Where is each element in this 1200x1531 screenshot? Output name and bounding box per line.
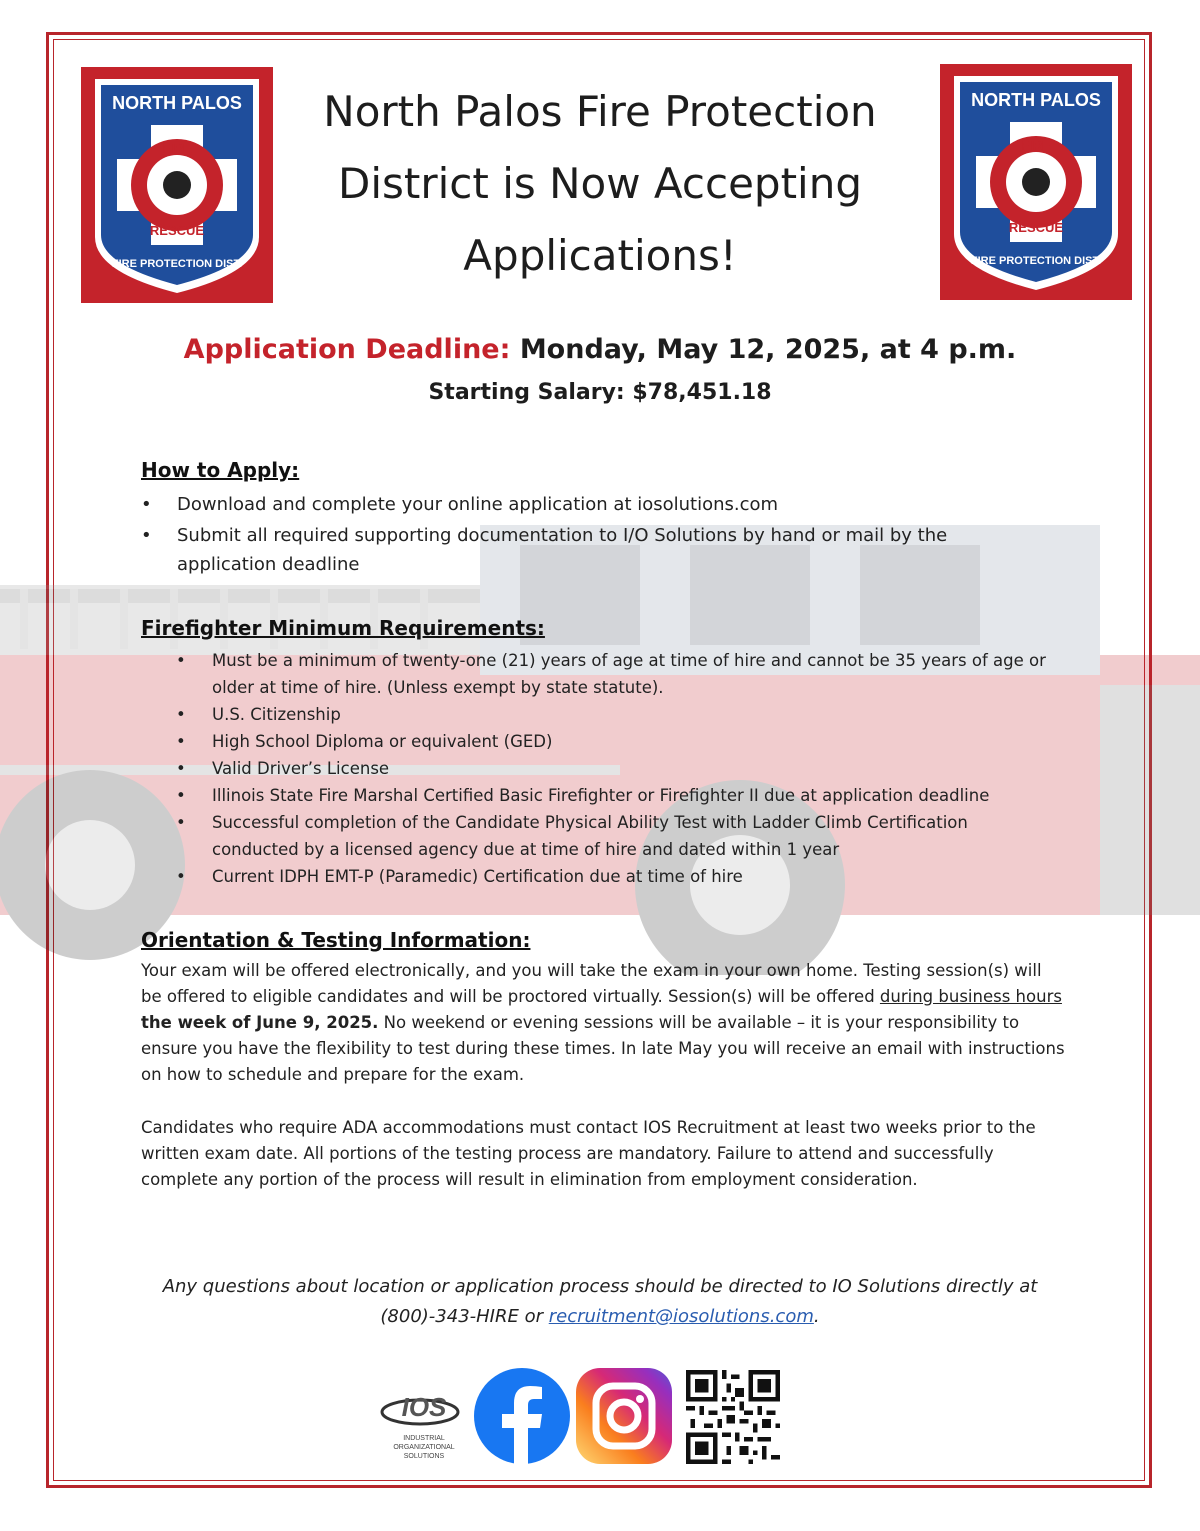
list-item: • Illinois State Fire Marshal Certified Basic Firefighter or Firefighter II due at application deadline (176, 782, 1056, 809)
orientation-paragraph (141, 958, 1066, 1088)
svg-text:FIRE PROTECTION DIST.: FIRE PROTECTION DIST. (970, 255, 1102, 267)
orientation-heading: Orientation & Testing Information: (141, 928, 531, 952)
deadline-value: Monday, May 12, 2025, at 4 p.m. (519, 334, 1017, 365)
north-palos-fire-badge-left (81, 67, 273, 303)
application-deadline (60, 334, 1140, 365)
svg-text:RESCUE: RESCUE (149, 223, 205, 238)
starting-salary: Starting Salary: $78,451.18 (428, 380, 772, 405)
ios-logo-mark: IOS (401, 1392, 447, 1422)
svg-text:NORTH PALOS: NORTH PALOS (971, 90, 1101, 110)
orientation-text-b: No weekend or evening sessions will be available – it is your responsibility to ensure you have the flexibility to test during these times. In late May you will receive an email with instructions on how to schedule and prepare for the exam. (141, 1013, 1065, 1084)
list-item: • Submit all required supporting documentation to I/O Solutions by hand or mail by the application deadline (141, 521, 1021, 579)
title-line-3: Applications! (463, 231, 737, 280)
list-item: • Valid Driver’s License (176, 755, 1056, 782)
deadline-label: Application Deadline: (183, 334, 511, 365)
requirements-heading: Firefighter Minimum Requirements: (141, 616, 545, 640)
north-palos-fire-badge-right (940, 64, 1132, 300)
title-line-1: North Palos Fire Protection (323, 87, 877, 136)
facebook-icon[interactable] (474, 1368, 570, 1464)
recruitment-email-link[interactable]: recruitment@iosolutions.com (548, 1306, 814, 1327)
list-item: • Current IDPH EMT-P (Paramedic) Certification due at time of hire (176, 863, 1056, 890)
footer-text: Any questions about location or application process should be directed to IO Solutions directly at (800)-343-HIRE or (162, 1276, 1038, 1327)
title-line-2: District is Now Accepting (337, 159, 862, 208)
how-to-apply-heading: How to Apply: (141, 458, 300, 482)
svg-text:NORTH PALOS: NORTH PALOS (112, 93, 242, 113)
qr-code[interactable] (686, 1370, 780, 1464)
footer-end: . (813, 1306, 820, 1327)
orientation-date: the week of June 9, 2025. (141, 1013, 379, 1032)
page-title (280, 76, 920, 292)
svg-text:RESCUE: RESCUE (1008, 220, 1064, 235)
ios-logo-sub-2: ORGANIZATIONAL (393, 1444, 455, 1451)
orientation-text-a: Your exam will be offered electronically, and you will take the exam in your own home. Testing session(s) will be offered to eligible candidates and will be proctored virtually. Session(s) will be offered (141, 961, 1042, 1006)
list-item: • Download and complete your online application at iosolutions.com (141, 490, 1021, 519)
contact-footer (130, 1272, 1070, 1332)
ios-logo-sub-3: SOLUTIONS (403, 1453, 445, 1460)
svg-text:FIRE: FIRE (162, 141, 192, 156)
list-item: • U.S. Citizenship (176, 701, 1056, 728)
list-item: • High School Diploma or equivalent (GED) (176, 728, 1056, 755)
ios-logo-sub-1: INDUSTRIAL (403, 1435, 445, 1442)
instagram-icon[interactable] (574, 1368, 674, 1464)
ada-paragraph: Candidates who require ADA accommodations must contact IOS Recruitment at least two weeks prior to the written exam date. All portions of the testing process are mandatory. Failure to attend and successfully complete any portion of the process will result in elimination from employment consideration. (141, 1118, 1036, 1189)
list-item: • Must be a minimum of twenty-one (21) years of age at time of hire and cannot be 35 years of age or older at time of hire. (Unless exempt by state statute). (176, 647, 1056, 701)
io-solutions-logo[interactable] (376, 1382, 472, 1464)
requirements-list (176, 647, 1056, 890)
svg-text:FIRE PROTECTION DIST.: FIRE PROTECTION DIST. (111, 258, 243, 270)
list-item: • Successful completion of the Candidate Physical Ability Test with Ladder Climb Certification conducted by a licensed agency due at time of hire and dated within 1 year (176, 809, 1056, 863)
svg-text:FIRE: FIRE (1021, 138, 1051, 153)
how-to-apply-list (141, 490, 1021, 581)
orientation-underlined: during business hours (879, 987, 1062, 1006)
